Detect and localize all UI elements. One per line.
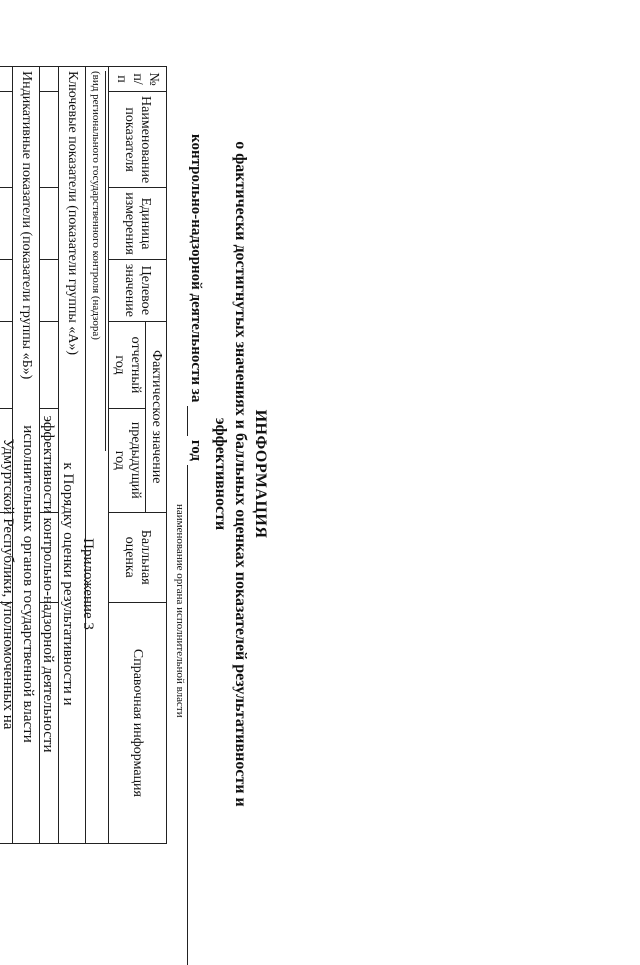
title-line1: о фактически достигнутых значениях и балльных оценках показателей результативности и эффективности [212, 141, 249, 807]
appendix-line: Удмуртской Республики, уполномоченных на [0, 438, 16, 730]
header-unit: Единица измерения [109, 188, 167, 260]
header-actual-prev: предыдущий год [109, 409, 146, 513]
year-blank [187, 406, 202, 436]
section-b-label: Индикативные показатели (показатели группы «Б») [13, 67, 40, 844]
table-cell [40, 321, 59, 408]
title-line2-year: год [188, 439, 204, 461]
table-cell [40, 409, 59, 513]
indicators-table [0, 66, 167, 844]
table-cell [0, 67, 13, 92]
table-cell [40, 67, 59, 92]
title-main: ИНФОРМАЦИЯ [252, 409, 269, 539]
organ-blank [187, 465, 202, 965]
table-cell [0, 602, 13, 843]
table-cell [40, 188, 59, 260]
header-actual-report: отчетный год [109, 321, 146, 408]
table-cell [40, 512, 59, 602]
table-header-row [146, 67, 167, 844]
table-cell [0, 512, 13, 602]
table-row [13, 67, 40, 844]
table-cell [0, 409, 13, 513]
table-cell [0, 92, 13, 188]
header-score: Балльная оценка [109, 512, 167, 602]
header-actual: Фактическое значение [146, 321, 167, 512]
appendix-line: к Порядку оценки результативности и [60, 462, 76, 706]
header-target: Целевое значение [109, 259, 167, 321]
header-num: № п/п [109, 67, 167, 92]
period-line [187, 134, 204, 965]
appendix-line: исполнительных органов государственной власти [20, 425, 36, 743]
organ-caption: наименование органа исполнительной власти [174, 504, 186, 718]
document-title [210, 84, 270, 864]
table-cell [40, 602, 59, 843]
control-type-label: (вид регионального государственного контроля (надзора) [88, 71, 106, 451]
table-row [0, 67, 13, 844]
table-cell [40, 92, 59, 188]
table-row [86, 67, 109, 844]
table-cell [40, 259, 59, 321]
header-reference: Справочная информация [109, 602, 167, 843]
control-type-caption [86, 67, 109, 844]
table-row [59, 67, 86, 844]
table-cell [0, 188, 13, 260]
appendix-line: эффективности контрольно-надзорной деятельности [40, 415, 56, 753]
title-line2-start: контрольно-надзорной деятельности за [188, 134, 204, 403]
header-name: Наименование показателя [109, 92, 167, 188]
table-cell [0, 321, 13, 408]
appendix-line: Приложение 3 [80, 538, 96, 630]
table-cell [0, 259, 13, 321]
table-row [40, 67, 59, 844]
section-a-label: Ключевые показатели (показатели группы «А») [59, 67, 86, 844]
